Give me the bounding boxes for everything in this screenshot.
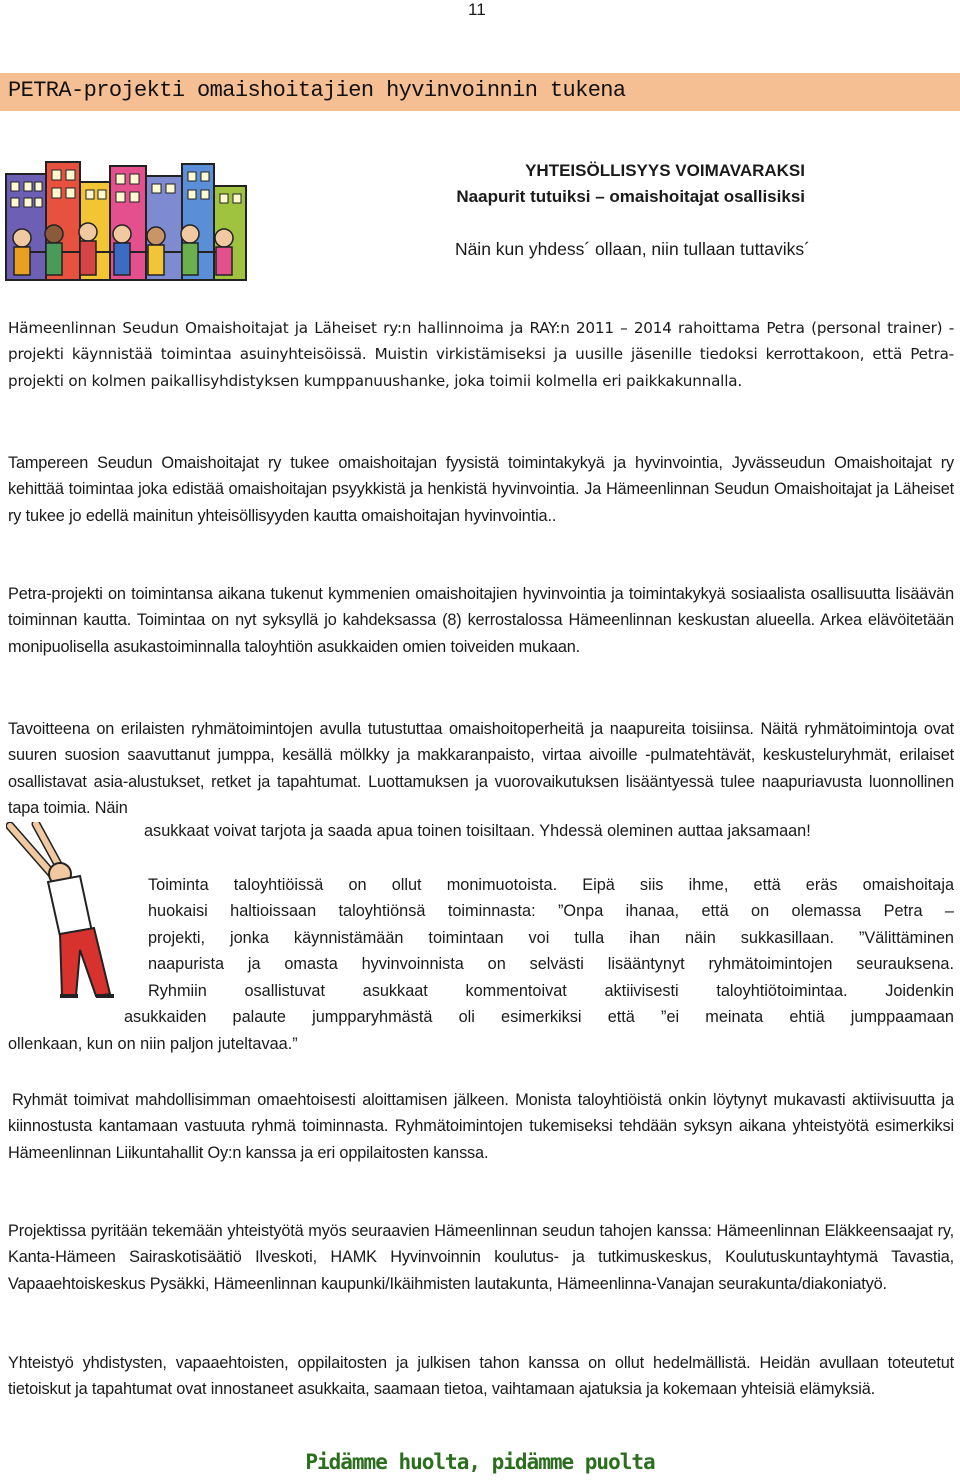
header-line-2: Naapurit tutuiksi – omaishoitajat osallisiksi: [456, 187, 805, 206]
paragraph-results: Yhteistyö yhdistysten, vapaaehtoisten, oppilaitosten ja julkisen tahon kanssa on ollut hedelmällistä. Heidän avullaan toteutetut tietoiskut ja tapahtumat ovat innostaneet asukkaita, saamaan tietoa, vaihtamaan ajatuksia ja kokemaan yhteisiä elämyksiä.: [8, 1354, 954, 1399]
paragraph-goals: Tavoitteena on erilaisten ryhmätoimintojen avulla tutustuttaa omaishoitoperheitä ja naapureita toisiinsa. Näitä ryhmätoimintoja ovat suuren suosion saavuttanut jumppa, kesällä mölkky ja makkaranpaisto, virtaa aivoille -pulmatehtävät, keskusteluryhmät, erilaiset osallistavat asia-alustukset, retket ja tapahtumat. Luottamuksen ja vuorovaikutuksen lisääntyessä tulee naapuriavusta luonnollinen tapa toimia. Näin: [8, 720, 954, 818]
wrapped-line-0: asukkaat voivat tarjota ja saada apua toinen toisiltaan. Yhdessä oleminen auttaa jaksamaan!: [144, 822, 811, 840]
title-bar: [0, 73, 960, 111]
page-number: 11: [468, 0, 486, 19]
wrapped-line-5: Ryhmiin osallistuvat asukkaat kommentoivat aktiivisesti taloyhtiötoimintaa. Joidenkin: [148, 982, 954, 1000]
footer-slogan: Pidämme huolta, pidämme puolta: [305, 1450, 655, 1474]
stretching-person-illustration: [6, 822, 128, 1000]
paragraph-activities: Petra-projekti on toimintansa aikana tukenut kymmenien omaishoitajien hyvinvointia ja toimintakykyä sosiaalista osallisuutta lisäävän toiminnan kautta. Toimintaa on nyt syksyllä jo kahdeksassa (8) kerrostalossa Hämeenlinnan keskustan alueella. Arkea elävöitetään monipuolisella asukastoiminnalla taloyhtiön asukkaiden omien toiveiden mukaan.: [8, 585, 954, 656]
wrapped-line-7: ollenkaan, kun on niin paljon juteltavaa.”: [8, 1035, 298, 1053]
paragraph-partners: Tampereen Seudun Omaishoitajat ry tukee omaishoitajan fyysistä toimintakykyä ja hyvinvointia, Jyvässeudun Omaishoitajat ry kehittää toimintaa joka edistää omaishoitajan psyykkistä ja henkistä hyvinvointia. Ja Hämeenlinnan Seudun Omaishoitajat ja Läheiset ry tukee jo edellä mainitun yhteisöllisyyden kautta omaishoitajan hyvinvointia..: [8, 454, 954, 525]
motto: Näin kun yhdess´ ollaan, niin tullaan tuttaviks´: [454, 239, 810, 259]
neighborhood-illustration: [2, 160, 249, 288]
paragraph-intro: Hämeenlinnan Seudun Omaishoitajat ja Läheiset ry:n hallinnoima ja RAY:n 2011 – 2014 rahoittama Petra (personal trainer) -projekti käynnistää toimintaa asuinyhteisöissä. Muistin virkistämiseksi ja uusille jäsenille tiedoksi kerrottakoon, että Petra-projekti on kolmen paikallisyhdistyksen kumppanuushanke, joka toimii kolmella eri paikkakunnalla.: [8, 319, 954, 390]
wrapped-line-4: naapurista ja omasta hyvinvoinnista on selvästi lisääntynyt ryhmätoimintojen seurauksena.: [148, 955, 954, 973]
paragraph-cooperation: Projektissa pyritään tekemään yhteistyötä myös seuraavien Hämeenlinnan seudun tahojen kanssa: Hämeenlinnan Eläkkeensaajat ry, Kanta-Hämeen Sairaskotisäätiö Ilveskoti, HAMK Hyvinvoinnin koulutus- ja tutkimuskeskus, Koulutuskuntayhtymä Tavastia, Vapaaehtoiskeskus Pysäkki, Hämeenlinnan kaupunki/Ikäihmisten lautakunta, Hämeenlinna-Vanajan seurakunta/diakoniatyö.: [8, 1222, 954, 1293]
header-line-1: YHTEISÖLLISYYS VOIMAVARAKSI: [525, 161, 805, 180]
wrapped-line-6: asukkaiden palaute jumpparyhmästä oli esimerkiksi että ”ei meinata ehtiä jumppaamaan: [124, 1008, 954, 1026]
page-title: PETRA-projekti omaishoitajien hyvinvoinnin tukena: [8, 78, 626, 103]
wrapped-line-2: huokaisi haltioissaan taloyhtiönsä toiminnasta: ”Onpa ihanaa, että on olemassa Petra –: [148, 902, 954, 920]
wrapped-line-3: projekti, jonka käynnistämään toimintaan voi tulla ihan näin sukkasillaan. ”Välittäminen: [148, 929, 954, 947]
paragraph-groups: Ryhmät toimivat mahdollisimman omaehtoisesti aloittamisen jälkeen. Monista taloyhtiöistä onkin löytynyt mukavasti aktiivisuutta ja kiinnostusta kantamaan vastuuta ryhmä toiminnasta. Ryhmätoimintojen tukemiseksi tehdään syksyn aikana yhteistyötä esimerkiksi Hämeenlinnan Liikuntahallit Oy:n kanssa ja eri oppilaitosten kanssa.: [8, 1091, 954, 1162]
wrapped-line-1: Toiminta taloyhtiöissä on ollut monimuotoista. Eipä siis ihme, että eräs omaishoitaja: [148, 876, 954, 894]
